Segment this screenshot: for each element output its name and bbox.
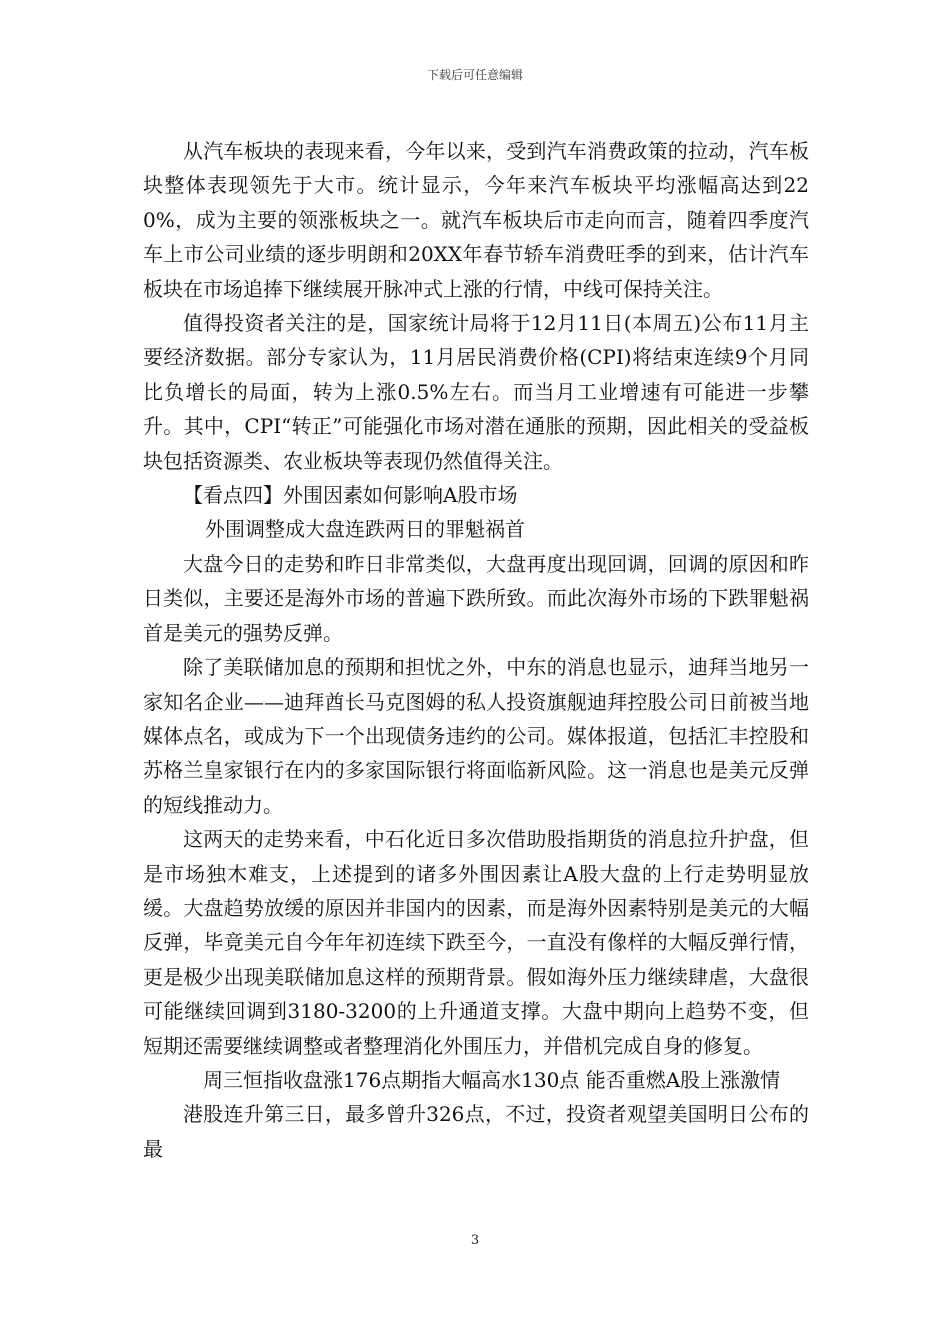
paragraph-market-trend: 大盘今日的走势和昨日非常类似，大盘再度出现回调，回调的原因和昨日类似，主要还是海外市场的普遍下跌所致。而此次海外市场的下跌罪魁祸首是美元的强势反弹。 — [143, 551, 809, 645]
paragraph-two-day-trend: 这两天的走势来看，中石化近日多次借助股指期货的消息拉升护盘，但是市场独木难支，上述提到的诸多外围因素让A股大盘的上行走势明显放缓。大盘趋势放缓的原因并非国内的因素，而是海外因素特别是美元的大幅反弹，毕竟美元自今年年初连续下跌至今，一直没有像样的大幅反弹行情，更是极少出现美联储加息这样的预期背景。假如海外压力继续肆虐，大盘很可能继续回调到3180-3200的上升通道支撑。大盘中期向上趋势不变，但短期还需要继续调整或者整理消化外围压力，并借机完成自身的修复。 — [143, 827, 809, 1058]
paragraph-hk-stocks: 港股连升第三日，最多曾升326点，不过，投资者观望美国明日公布的最 — [143, 1102, 809, 1161]
paragraph-auto-sector: 从汽车板块的表现来看，今年以来，受到汽车消费政策的拉动，汽车板块整体表现领先于大市。统计显示，今年来汽车板块平均涨幅高达到220%，成为主要的领涨板块之一。就汽车板块后市走向而言，随着四季度汽车上市公司业绩的逐步明朗和20XX年春节轿车消费旺季的到来，估计汽车板块在市场追捧下继续展开脉冲式上涨的行情，中线可保持关注。 — [143, 139, 809, 301]
subheading-external-adjustment: 外围调整成大盘连跌两日的罪魁祸首 — [205, 517, 525, 542]
paragraph-cpi-data: 值得投资者关注的是，国家统计局将于12月11日(本周五)公布11月主要经济数据。部分专家认为，11月居民消费价格(CPI)将结束连续9个月同比负增长的局面，转为上涨0.5%左右。而当月工业增速有可能进一步攀升。其中，CPI“转正”可能强化市场对潜在通胀的预期，因此相关的受益板块包括资源类、农业板块等表现仍然值得关注。 — [143, 311, 809, 473]
section-heading-point-four: 【看点四】外围因素如何影响A股市场 — [183, 483, 518, 508]
document-body — [143, 134, 809, 1166]
page-header-note: 下载后可任意编辑 — [426, 68, 523, 82]
paragraph-middle-east-news: 除了美联储加息的预期和担忧之外，中东的消息也显示，迪拜当地另一家知名企业——迪拜酋长马克图姆的私人投资旗舰迪拜控股公司日前被当地媒体点名，或成为下一个出现债务违约的公司。媒体报道，包括汇丰控股和苏格兰皇家银行在内的多家国际银行将面临新风险。这一消息也是美元反弹的短线推动力。 — [143, 655, 809, 817]
page-number: 3 — [470, 1233, 480, 1248]
subheading-hang-seng: 周三恒指收盘涨176点期指大幅高水130点 能否重燃A股上涨激情 — [203, 1067, 781, 1092]
